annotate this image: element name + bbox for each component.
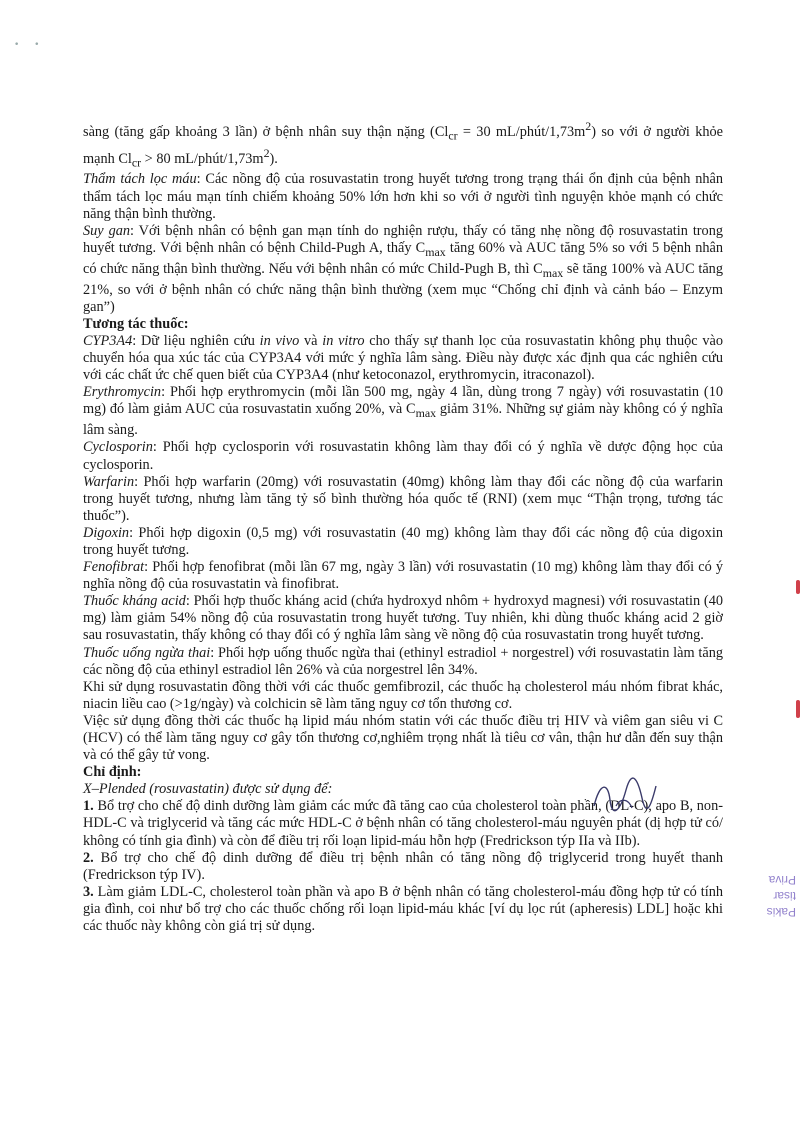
paragraph-gemfibrozil: Khi sử dụng rosuvastatin đồng thời với các thuốc gemfibrozil, các thuốc hạ cholesterol máu nhóm fibrat khác, niacin liều cao (>1g/ngày) và colchicin sẽ làm tăng nguy cơ tổn thương cơ. xyxy=(83,678,723,712)
paragraph-dialysis: Thẩm tách lọc máu: Các nồng độ của rosuvastatin trong huyết tương trong trạng thái ổn định của bệnh nhân thẩm tách lọc máu mạn tính chiếm khoảng 50% lớn hơn khi so với ở người tình nguyện khỏe mạnh có chức năng thận bình thường. xyxy=(83,171,723,222)
paragraph-cyclosporin: Cyclosporin: Phối hợp cyclosporin với rosuvastatin không làm thay đổi có ý nghĩa về dược động học của cyclosporin. xyxy=(83,439,723,473)
indication-item-2: 2. Bổ trợ cho chế độ dinh dưỡng để điều trị bệnh nhân có tăng nồng độ triglycerid trong huyết thanh (Fredrickson týp IV). xyxy=(83,849,723,883)
edge-mark xyxy=(796,700,800,718)
stamp-mark: Pakis tisar Priva xyxy=(766,873,796,919)
paragraph-antacid: Thuốc kháng acid: Phối hợp thuốc kháng acid (chứa hydroxyd nhôm + hydroxyd magnesi) với rosuvastatin (40 mg) làm giảm 54% nồng độ của rosuvastatin trong huyết tương. Tuy nhiên, khi dùng thuốc kháng acid 2 giờ sau rosuvastatin, thấy không có thay đổi có ý nghĩa lâm sàng về nồng độ của rosuvastatin trong huyết tương. xyxy=(83,593,723,644)
paragraph-warfarin: Warfarin: Phối hợp warfarin (20mg) với rosuvastatin (40mg) không làm thay đổi các nồng độ của warfarin trong huyết tương, nhưng làm tăng tỷ số bình thường hóa quốc tế (RNI) (xem mục “Thận trọng, tương tác thuốc”). xyxy=(83,473,723,524)
paragraph-cyp3a4: CYP3A4: Dữ liệu nghiên cứu in vivo và in vitro cho thấy sự thanh lọc của rosuvastatin không phụ thuộc vào chuyển hóa qua xúc tác của CYP3A4 với mức ý nghĩa lâm sàng. Điều này được xác định qua các nghiên cứu với các chất ức chế quen biết của CYP3A4 (như ketoconazol, erythromycin, itraconazol). xyxy=(83,333,723,384)
paragraph-digoxin: Digoxin: Phối hợp digoxin (0,5 mg) với rosuvastatin (40 mg) không làm thay đổi các nồng độ của digoxin trong huyết tương. xyxy=(83,524,723,558)
edge-mark xyxy=(796,580,800,594)
signature-scribble xyxy=(590,776,660,816)
paragraph-hepatic: Suy gan: Với bệnh nhân có bệnh gan mạn tính do nghiện rượu, thấy có tăng nhẹ nồng độ rosuvastatin trong huyết tương. Với bệnh nhân có bệnh Child-Pugh A, thấy $C_{max}$ tăng 60% và AUC tăng 5% so với 5 bệnh nhân có chức năng thận bình thường. Nếu với bệnh nhân có mức Child-Pugh B, thì $C_{max}$ sẽ tăng 100% và AUC tăng 21%, so với ở bệnh nhân có chức năng thận bình thường (xem mục “Chống chỉ định và cảnh báo – Enzym gan”) xyxy=(83,222,723,315)
paragraph-erythromycin: Erythromycin: Phối hợp erythromycin (mỗi lần 500 mg, ngày 4 lần, dùng trong 7 ngày) với rosuvastatin (10 mg) đó làm giảm AUC của rosuvastatin xuống 20%, và $C_{max}$ giảm 31%. Những sự giảm này không có ý nghĩa lâm sàng. xyxy=(83,384,723,439)
indication-item-1: 1. Bổ trợ cho chế độ dinh dưỡng làm giảm các mức đã tăng cao của cholesterol toàn phần, (DL-C), apo B, non-HDL-C và triglycerid và tăng các mức HDL-C ở bệnh nhân có tăng cholesterol-máu nguyên phát (dị hợp tử có/ không có tính gia đình) và còn để điều trị rối loạn lipid-máu hỗn hợp (Fredrickson týp IIa và IIb). xyxy=(83,798,723,849)
indication-item-3: 3. Làm giảm LDL-C, cholesterol toàn phần và apo B ở bệnh nhân có tăng cholesterol-máu đồng hợp tử có tính gia đình, coi như bổ trợ cho các thuốc chống rối loạn lipid-máu khác [ví dụ lọc rút (apheresis) LDL] hoặc khi các thuốc này không còn giá trị sử dụng. xyxy=(83,883,723,935)
paragraph-oral-contraceptive: Thuốc uống ngừa thai: Phối hợp uống thuốc ngừa thai (ethinyl estradiol + norgestrel) với rosuvastatin làm tăng các nồng độ của ethinyl estradiol lên 26% và của norgestrel lên 34%. xyxy=(83,644,724,678)
paragraph-fenofibrat: Fenofibrat: Phối hợp fenofibrat (mỗi lần 67 mg, ngày 3 lần) với rosuvastatin (10 mg) không làm thay đổi có ý nghĩa nồng độ của rosuvastatin và finofibrat. xyxy=(83,559,723,593)
interactions-heading: Tương tác thuốc: xyxy=(83,315,189,332)
indications-heading: Chỉ định: xyxy=(83,764,142,781)
corner-mark: • • xyxy=(14,40,46,50)
paragraph-renal: sàng (tăng gấp khoảng 3 lần) ở bệnh nhân suy thận nặng ($Cl_{cr} = 30$ $mL/phút/1,73m^2$) so với ở người khỏe mạnh $Cl_{cr} > 80$ $mL/phút/1,73m^2$). xyxy=(83,119,723,170)
paragraph-hiv-hcv: Việc sử dụng đồng thời các thuốc hạ lipid máu nhóm statin với các thuốc điều trị HIV và viêm gan siêu vi C (HCV) có thể làm tăng nguy cơ gây tổn thương cơ,nghiêm trọng nhất là tiêu cơ vân, thận hư dẫn đến suy thận và có thể gây tử vong. xyxy=(83,712,723,764)
indications-intro: X–Plended (rosuvastatin) được sử dụng để: xyxy=(83,781,333,798)
